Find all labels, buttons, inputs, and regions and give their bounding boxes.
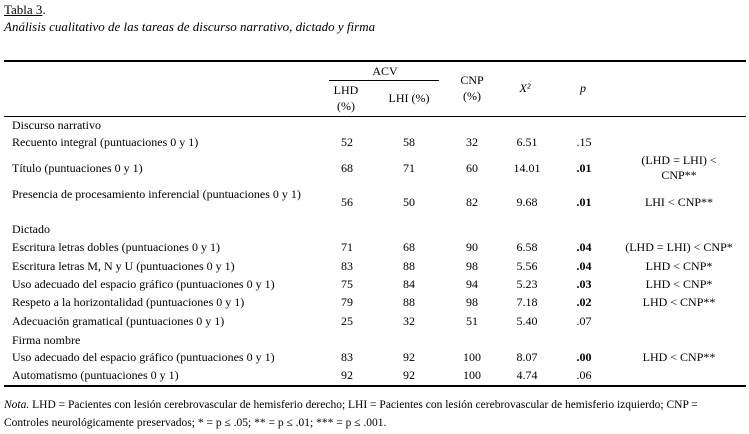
cell-cnp: 90	[466, 240, 478, 254]
cell-lhd: 83	[341, 259, 353, 273]
cell-comparison: (LHD = LHI) < CNP**	[641, 153, 717, 182]
bottom-rule	[4, 385, 746, 387]
header-lhd: LHD (%)	[333, 83, 359, 113]
row-label: Escritura letras dobles (puntuaciones 0 y 1)	[12, 240, 220, 254]
cell-lhd: 56	[341, 195, 353, 209]
cell-lhd: 52	[341, 135, 353, 149]
cell-cnp: 94	[466, 277, 478, 291]
header-p: p	[580, 81, 586, 95]
cell-lhi: 58	[403, 135, 415, 149]
cell-lhd: 25	[341, 314, 353, 328]
cell-lhi: 88	[403, 259, 415, 273]
section-title: Dictado	[12, 222, 50, 236]
cell-lhi: 88	[403, 295, 415, 309]
cell-lhi: 32	[403, 314, 415, 328]
cell-x2: 6.58	[516, 240, 538, 254]
row-label: Título (puntuaciones 0 y 1)	[12, 161, 143, 175]
cell-lhd: 75	[341, 277, 353, 291]
cell-lhi: 84	[403, 277, 415, 291]
row-label: Uso adecuado del espacio gráfico (puntuaciones 0 y 1)	[12, 350, 275, 364]
row-label: Recuento integral (puntuaciones 0 y 1)	[12, 135, 199, 149]
cell-lhd: 79	[341, 295, 353, 309]
cell-cnp: 98	[466, 259, 478, 273]
cell-x2: 6.51	[516, 135, 538, 149]
cell-x2: 5.23	[516, 277, 538, 291]
cell-p: .03	[576, 277, 592, 291]
row-label: Presencia de procesamiento inferencial (puntuaciones 0 y 1)	[12, 187, 301, 201]
cell-x2: 5.56	[516, 259, 538, 273]
cell-x2: 5.40	[516, 314, 538, 328]
cell-lhd: 92	[341, 368, 353, 382]
row-label: Escritura letras M, N y U (puntuaciones 0 y 1)	[12, 259, 235, 273]
cell-p: .01	[576, 161, 592, 175]
cell-p: .06	[576, 368, 592, 382]
row-label: Respeto a la horizontalidad (puntuaciones 0 y 1)	[12, 295, 245, 309]
cell-cnp: 98	[466, 295, 478, 309]
acv-rule	[329, 80, 439, 81]
cell-lhi: 68	[403, 240, 415, 254]
cell-p: .02	[576, 295, 592, 309]
cell-x2: 7.18	[516, 295, 538, 309]
cell-x2: 4.74	[516, 368, 538, 382]
cell-lhd: 83	[341, 350, 353, 364]
cell-p: .07	[576, 314, 592, 328]
cell-comparison: LHD < CNP**	[642, 350, 716, 364]
cell-lhi: 92	[403, 368, 415, 382]
cell-p: .04	[576, 259, 592, 273]
row-label: Uso adecuado del espacio gráfico (puntuaciones 0 y 1)	[12, 277, 275, 291]
cell-lhi: 71	[403, 161, 415, 175]
cell-cnp: 60	[466, 161, 478, 175]
cell-cnp: 100	[463, 368, 481, 382]
cell-cnp: 82	[466, 195, 478, 209]
cell-p: .00	[576, 350, 592, 364]
cell-cnp: 100	[463, 350, 481, 364]
top-rule	[4, 60, 746, 62]
cell-comparison: LHI < CNP**	[644, 195, 714, 209]
cell-cnp: 51	[466, 314, 478, 328]
cell-x2: 9.68	[516, 195, 538, 209]
row-label: Automatismo (puntuaciones 0 y 1)	[12, 368, 179, 382]
row-label: Adecuación gramatical (puntuaciones 0 y 1)	[12, 314, 225, 328]
cell-p: .01	[576, 195, 592, 209]
cell-comparison: (LHD = LHI) < CNP*	[625, 240, 733, 254]
header-chi-square: X²	[519, 81, 531, 95]
cell-comparison: LHD < CNP**	[642, 295, 716, 309]
header-cnp: CNP (%)	[460, 73, 484, 103]
cell-lhi: 50	[403, 195, 415, 209]
cell-p: .04	[576, 240, 592, 254]
cell-x2: 8.07	[516, 350, 538, 364]
cell-p: .15	[576, 135, 592, 149]
cell-lhd: 71	[341, 240, 353, 254]
cell-lhi: 92	[403, 350, 415, 364]
cell-comparison: LHD < CNP*	[645, 259, 713, 273]
header-acv: ACV	[372, 64, 398, 78]
cell-cnp: 32	[466, 135, 478, 149]
header-rule	[4, 116, 746, 117]
cell-x2: 14.01	[513, 161, 541, 175]
section-title: Discurso narrativo	[12, 118, 101, 132]
header-lhi: LHI (%)	[388, 91, 430, 105]
cell-lhd: 68	[341, 161, 353, 175]
table-note: Nota. LHD = Pacientes con lesión cerebrovascular de hemisferio derecho; LHI = Pacientes con lesión cerebrovascular de hemisferio izquierdo; CNP = Controles neurológicamente preservados; * = p ≤ .05; ** = p ≤ .01; *** = p ≤ .001.	[4, 399, 698, 429]
cell-comparison: LHD < CNP*	[645, 277, 713, 291]
section-title: Firma nombre	[12, 333, 81, 347]
table-number: Tabla 3.	[4, 2, 46, 17]
table-caption: Análisis cualitativo de las tareas de discurso narrativo, dictado y firma	[4, 19, 376, 34]
